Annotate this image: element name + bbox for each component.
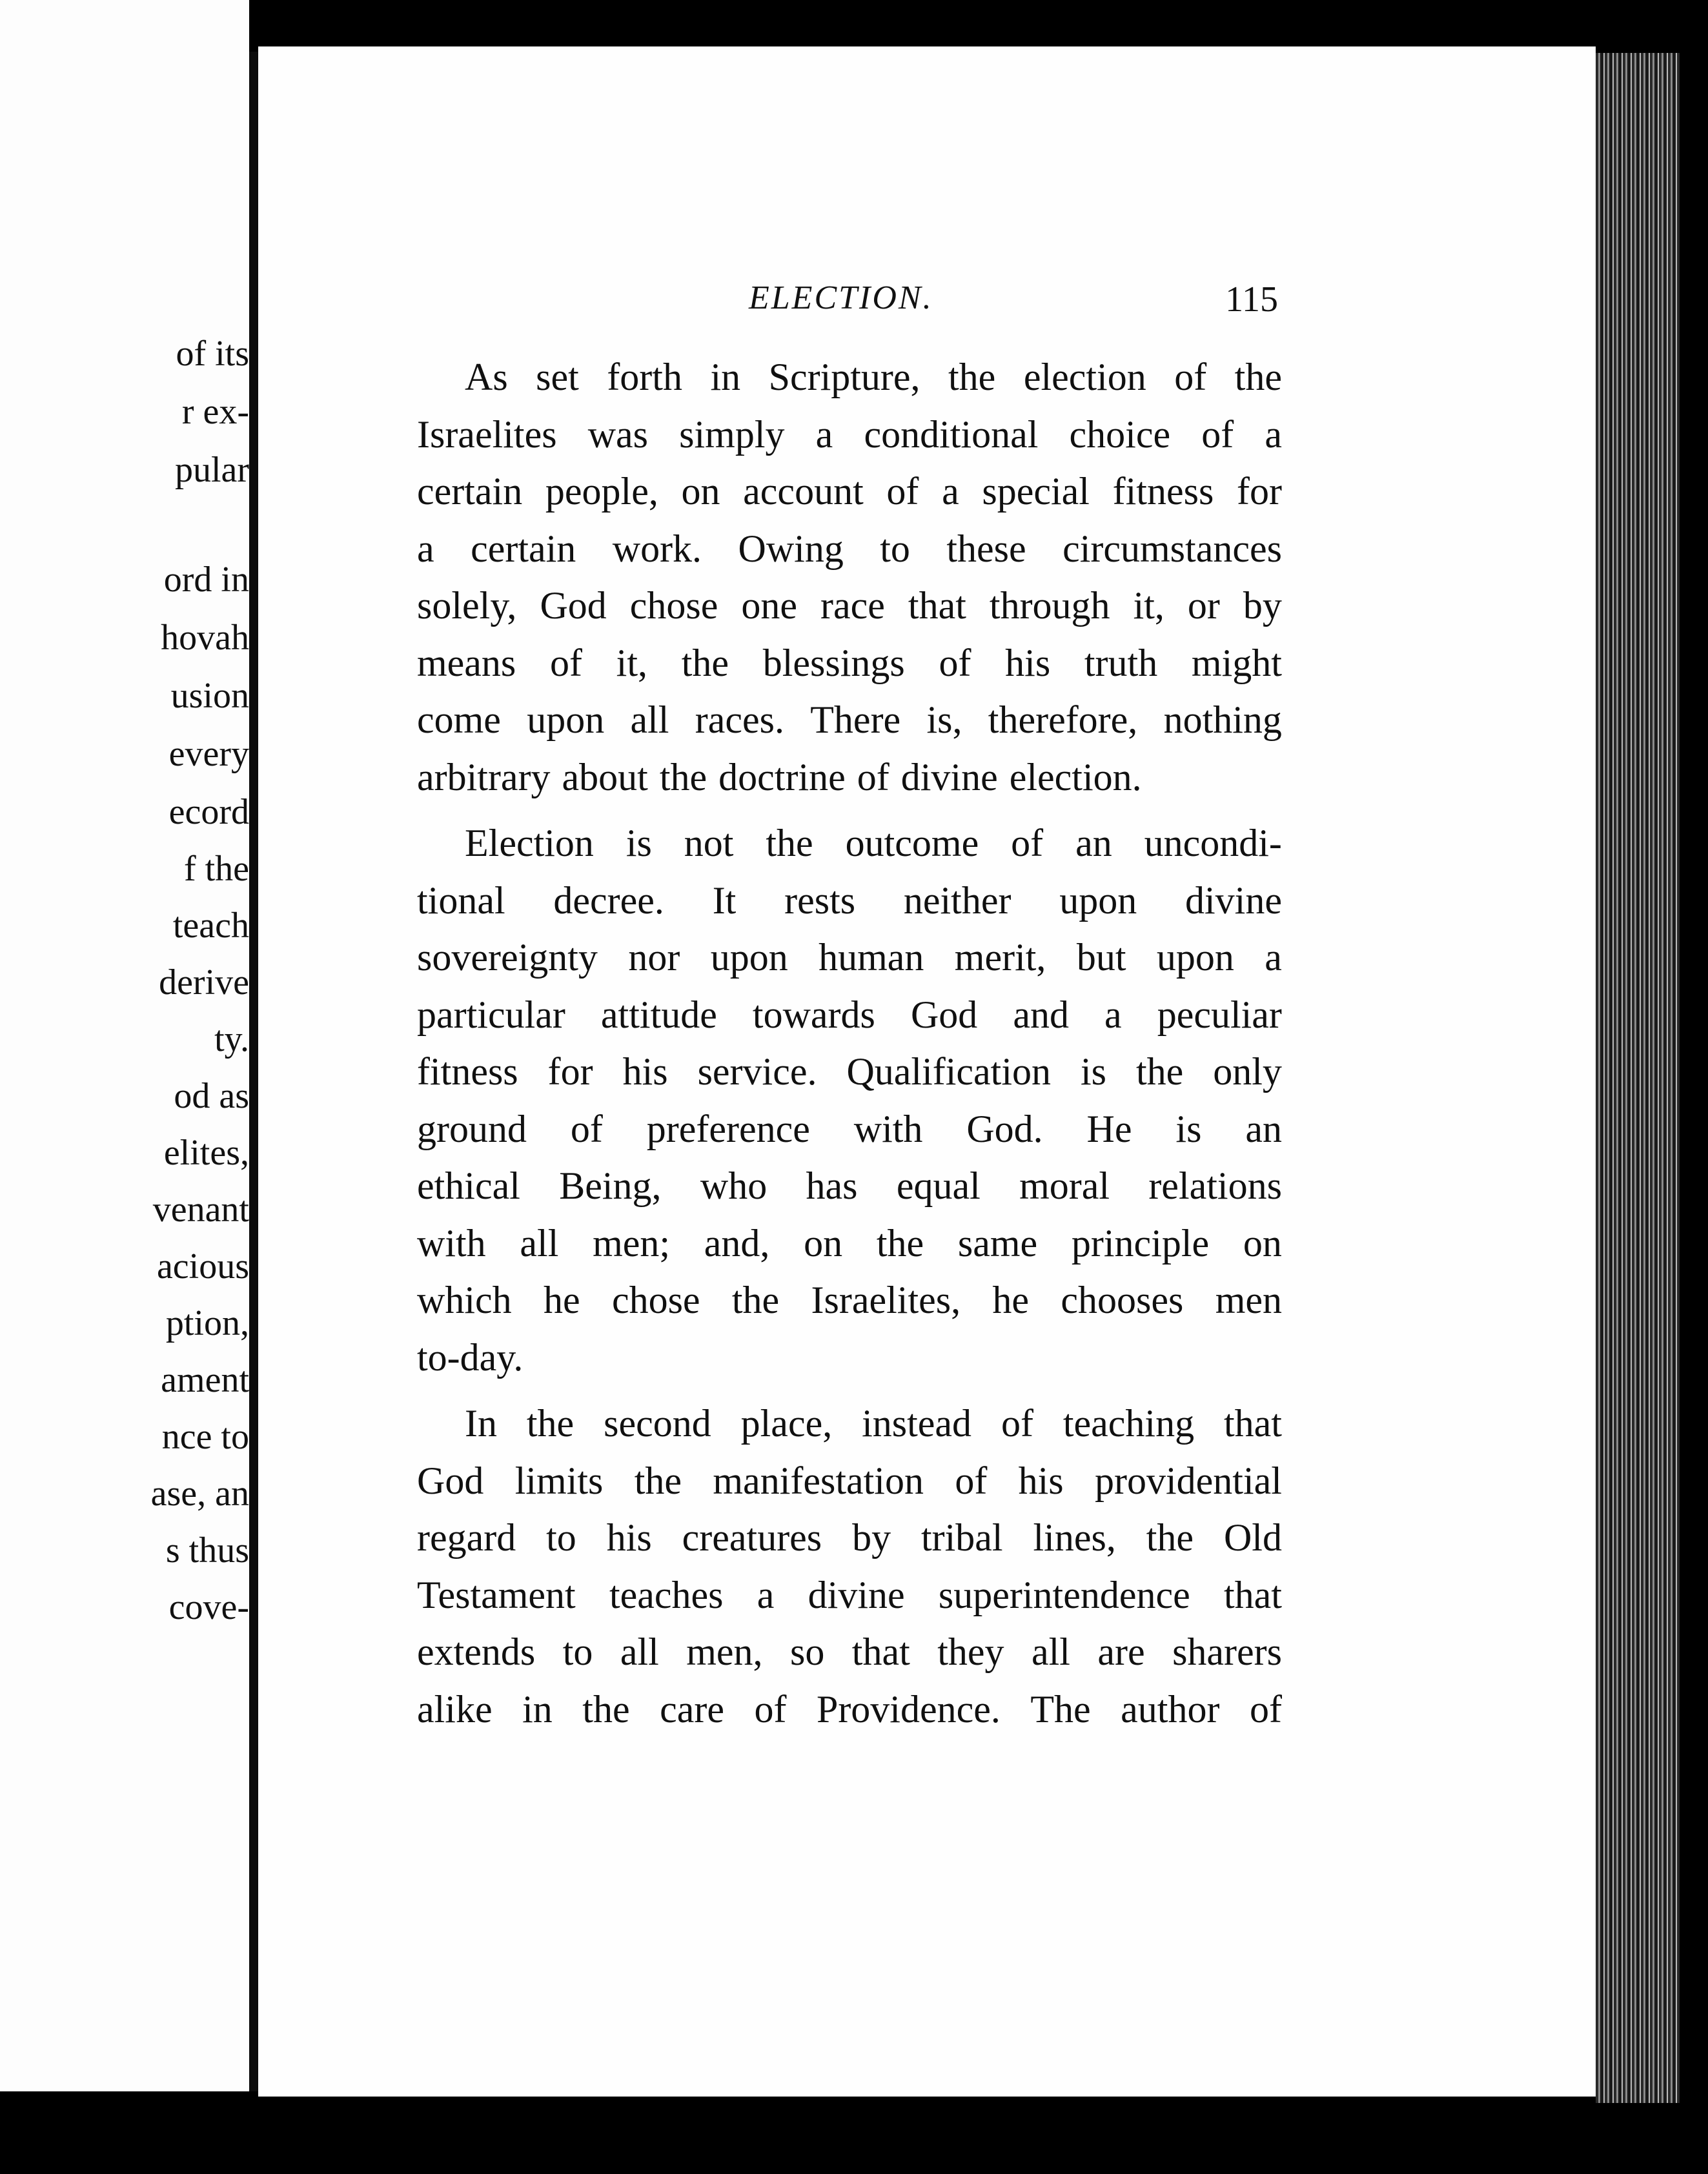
facing-page-text <box>0 0 249 2091</box>
text-line: fitness for his service. Qualification is the only <box>417 1050 1282 1093</box>
text-line: to-day. <box>417 1336 524 1379</box>
text-line: tional decree. It rests neither upon divine <box>417 879 1282 922</box>
page-number: 115 <box>1225 279 1278 320</box>
running-head: ELECTION. <box>749 279 933 316</box>
paragraph <box>417 815 1282 1386</box>
text-line: certain people, on account of a special fitness for <box>417 470 1282 513</box>
facing-page-line: nce to <box>161 1417 249 1457</box>
facing-page-line: teach <box>172 906 249 946</box>
facing-page-line: usion <box>170 676 249 716</box>
text-line: extends to all men, so that they all are sharers <box>417 1630 1282 1673</box>
facing-page-line: ord in <box>163 560 249 600</box>
text-line: Israelites was simply a conditional choice of a <box>417 412 1282 456</box>
body-text <box>417 349 1282 1747</box>
paragraph <box>417 1395 1282 1738</box>
paragraph <box>417 349 1282 806</box>
facing-page-line: hovah <box>161 618 249 658</box>
facing-page-left <box>0 0 249 2091</box>
facing-page-line: pular <box>174 450 249 490</box>
text-line: God limits the manifestation of his providential <box>417 1459 1282 1502</box>
text-line: a certain work. Owing to these circumstances <box>417 527 1282 570</box>
text-line: In the second place, instead of teaching that <box>465 1402 1282 1445</box>
text-line: sovereignty nor upon human merit, but upon a <box>417 936 1282 979</box>
text-line: alike in the care of Providence. The author of <box>417 1687 1282 1731</box>
facing-page-line: elites, <box>163 1133 249 1173</box>
text-line: which he chose the Israelites, he chooses men <box>417 1279 1282 1321</box>
facing-page-line: acious <box>156 1246 249 1286</box>
facing-page-line: ption, <box>165 1303 249 1343</box>
text-line: regard to his creatures by tribal lines, the Old <box>417 1516 1282 1559</box>
facing-page-line: every <box>168 734 249 774</box>
text-line: arbitrary about the doctrine of divine election. <box>417 755 1142 798</box>
text-line: with all men; and, on the same principle on <box>417 1221 1282 1265</box>
page-fore-edge <box>1596 53 1680 2103</box>
facing-page-line: ty. <box>214 1019 249 1059</box>
facing-page-line: s thus <box>165 1530 249 1570</box>
text-line: ground of preference with God. He is an <box>417 1107 1282 1150</box>
text-line: means of it, the blessings of his truth might <box>417 641 1282 684</box>
text-line: Election is not the outcome of an uncondi- <box>465 822 1282 864</box>
page-header <box>749 279 1278 324</box>
text-line: Testament teaches a divine superintendence that <box>417 1573 1282 1616</box>
book-gutter <box>249 52 258 2091</box>
facing-page-line: of its <box>176 334 249 374</box>
facing-page-line: venant <box>152 1190 249 1230</box>
facing-page-line: cove- <box>168 1587 249 1627</box>
text-line: solely, God chose one race that through it, or by <box>417 584 1282 627</box>
text-line: come upon all races. There is, therefore, nothing <box>417 698 1282 741</box>
facing-page-line: ament <box>161 1360 249 1400</box>
text-line: As set forth in Scripture, the election of the <box>465 356 1282 398</box>
text-line: particular attitude towards God and a peculiar <box>417 993 1282 1036</box>
facing-page-line: r ex- <box>181 392 249 432</box>
facing-page-line: od as <box>174 1076 249 1116</box>
text-line: ethical Being, who has equal moral relations <box>417 1164 1282 1207</box>
facing-page-line: ase, an <box>150 1474 249 1514</box>
facing-page-line: derive <box>159 962 249 1002</box>
facing-page-line: f the <box>183 849 249 889</box>
facing-page-line: ecord <box>168 792 249 832</box>
